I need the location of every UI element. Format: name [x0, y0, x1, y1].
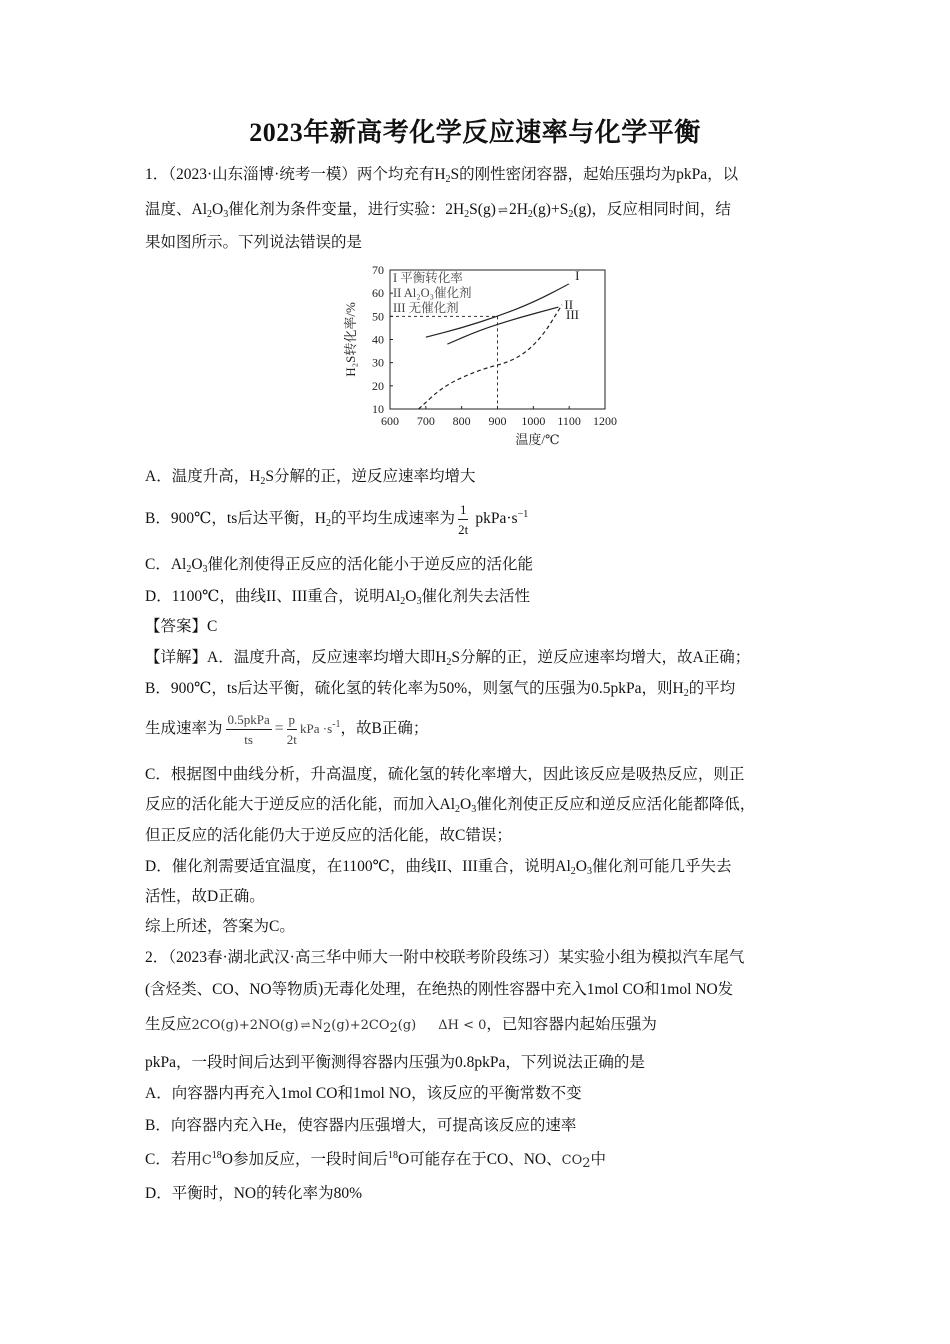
- q2-stem-text: 生反应: [145, 1016, 192, 1033]
- q2-stem-line1: 2．（2023春·湖北武汉·高三华中师大一附中校联考阶段练习）某实验小组为模拟汽车尾气: [145, 949, 745, 966]
- x-tick-label: 800: [452, 414, 471, 428]
- q1-stem-line3: 果如图所示。下列说法错误的是: [145, 234, 363, 251]
- explanation-text: S分解的正，逆反应速率均增大，故A正确；: [451, 649, 751, 666]
- legend-entry: I 平衡转化率: [393, 271, 463, 285]
- option-text: D．1100℃，曲线II、III重合，说明Al: [145, 588, 401, 605]
- q1-stem-text: 温度、Al: [145, 201, 208, 218]
- q1-explanation-line6: 但正反应的活化能仍大于逆反应的活化能，故C错误；: [145, 827, 512, 844]
- q1-explanation-line2: B．900℃，ts后达平衡，硫化氢的转化率为50%，则氢气的压强为0.5pkPa，则$H_2$的平均: [145, 680, 736, 699]
- option-text: C: [201, 1153, 212, 1168]
- q1-stem-line1: 1．（2023·山东淄博·统考一模）两个均充有$H_2S$的刚性密闭容器，起始压强均为pkPa，以: [145, 166, 739, 185]
- equilibrium-arrow-icon: ⇌: [495, 203, 509, 217]
- q1-explanation-line3: [145, 712, 428, 747]
- q2-option-d[interactable]: D．平衡时，NO的转化率为80%: [145, 1185, 362, 1202]
- y-tick-label: 30: [372, 355, 384, 370]
- chart-svg: [335, 258, 625, 458]
- option-text: 中: [590, 1151, 607, 1168]
- y-tick-label: 10: [372, 402, 384, 416]
- q2-equation: 2CO(g)+2NO(g): [191, 1018, 299, 1033]
- y-tick-label: 60: [372, 286, 384, 301]
- q1-stem-text: S(g): [469, 201, 496, 218]
- q2-stem-line4: pkPa，一段时间后达到平衡测得容器内压强为0.8pkPa，下列说法正确的是: [145, 1054, 645, 1071]
- q1-option-d[interactable]: D．1100℃，曲线II、III重合，说明$Al_2O_3$催化剂失去活性: [145, 588, 530, 607]
- explanation-text: 生成速率为: [145, 720, 223, 738]
- explanation-text: O: [575, 858, 587, 875]
- option-text: O可能存在于CO、NO、: [398, 1151, 562, 1168]
- q1-explanation-line8: 活性，故D正确。: [145, 888, 265, 905]
- q1-explanation-line7: D．催化剂需要适宜温度，在1100℃，曲线II、III重合，说明$Al_2O_3$催化剂可能几乎失去: [145, 858, 732, 877]
- x-axis-label: 温度/℃: [515, 432, 560, 447]
- option-text: A．温度升高，H: [145, 468, 261, 485]
- equals-sign: =: [274, 720, 284, 738]
- q2-option-b[interactable]: B．向容器内充入He，使容器内压强增大，可提高该反应的速率: [145, 1117, 577, 1134]
- y-tick-label: 50: [372, 309, 384, 324]
- legend-entry: II Al₂O₃催化剂: [393, 286, 472, 300]
- fraction: [287, 712, 298, 747]
- series-line-III: [419, 305, 562, 409]
- q2-option-a[interactable]: A．向容器内再充入1mol CO和1mol NO，该反应的平衡常数不变: [145, 1085, 582, 1102]
- q1-stem-text: 1．（2023·山东淄博·统考一模）两个均充有H: [145, 166, 446, 183]
- q1-explanation-line1: 【详解】A．温度升高，反应速率均增大即$H_2S$分解的正，逆反应速率均增大，故A正确；: [145, 649, 751, 668]
- fraction-numerator: 1: [458, 502, 469, 520]
- x-tick-label: 600: [381, 414, 399, 428]
- series-line-II: [447, 307, 558, 344]
- q2-stem-line3: 生反应2CO(g)+2NO(g) ⇌ $N_2(g)+2CO_2(g) \Delta H < 0$，已知容器内起始压强为: [145, 1016, 657, 1036]
- q1-stem-text: 催化剂为条件变量，进行实验：2H: [228, 201, 465, 218]
- series-label-III: III: [566, 306, 579, 322]
- option-text: C．若用: [145, 1151, 202, 1168]
- q2-stem-text: ，已知容器内起始压强为: [486, 1016, 657, 1033]
- fraction-denominator: 2t: [286, 732, 297, 747]
- explanation-text: O: [460, 796, 472, 813]
- q1-option-c[interactable]: C．$Al_2O_3$催化剂使得正反应的活化能小于逆反应的活化能: [145, 556, 534, 575]
- x-tick-label: 1100: [557, 414, 581, 428]
- q2-stem-line2: (含烃类、CO、NO等物质)无毒化处理，在绝热的刚性容器中充入1mol CO和1mol NO发: [145, 981, 734, 998]
- x-tick-label: 1000: [521, 414, 546, 428]
- q1-explanation-line4: C．根据图中曲线分析，升高温度，硫化氢的转化率增大，因此该反应是吸热反应，则正: [145, 766, 745, 783]
- explanation-text: 催化剂可能几乎失去: [591, 858, 732, 875]
- q2-equation: N: [311, 1018, 323, 1033]
- q2-equation: (g)+2CO: [331, 1018, 390, 1033]
- h2s-conversion-chart: [335, 258, 625, 458]
- equilibrium-arrow-icon: ⇌: [298, 1018, 312, 1032]
- explanation-text: 的平均: [688, 680, 736, 697]
- series-label-II: II: [564, 297, 574, 313]
- option-text: B．900℃，ts后达平衡，H: [145, 510, 326, 528]
- explanation-text: D．催化剂需要适宜温度，在1100℃，曲线II、III重合，说明Al: [145, 858, 571, 875]
- option-text: O参加反应，一段时间后: [221, 1151, 388, 1168]
- option-text: 催化剂失去活性: [421, 588, 530, 605]
- option-text: C．Al: [145, 556, 187, 573]
- option-text: S分解的正，逆反应速率均增大: [265, 468, 476, 485]
- explanation-text: ，故B正确；: [340, 720, 429, 738]
- q1-explanation-line5: 反应的活化能大于逆反应的活化能，而加入$Al_2O_3$催化剂使正反应和逆反应活化能都降低，: [145, 796, 756, 815]
- option-exponent: −1: [517, 509, 529, 521]
- option-text: O: [191, 556, 203, 573]
- option-unit: pkPa·s: [471, 510, 518, 528]
- q1-summary: 综上所述，答案为C。: [145, 918, 295, 935]
- explanation-text: 反应的活化能大于逆反应的活化能，而加入Al: [145, 796, 456, 813]
- option-text: CO: [561, 1153, 583, 1168]
- series-label-I: I: [575, 267, 580, 283]
- page-title: 2023年新高考化学反应速率与化学平衡: [249, 118, 701, 147]
- q1-answer: 【答案】C: [145, 618, 218, 635]
- y-tick-label: 20: [372, 378, 384, 393]
- q1-stem-text: S的刚性密闭容器，起始压强均为pkPa，以: [450, 166, 739, 183]
- explanation-text: B．900℃，ts后达平衡，硫化氢的转化率为50%，则氢气的压强为0.5pkPa，则H: [145, 680, 684, 697]
- fraction-denominator: ts: [244, 732, 253, 747]
- explanation-text: 催化剂使正反应和逆反应活化能都降低，: [476, 796, 756, 813]
- y-tick-label: 40: [372, 332, 384, 347]
- fraction-denominator: 2t: [458, 522, 469, 537]
- q1-stem-text: O: [212, 201, 224, 218]
- explanation-exponent: -1: [332, 719, 341, 731]
- option-text: O: [405, 588, 417, 605]
- option-text: 催化剂使得正反应的活化能小于逆反应的活化能: [207, 556, 534, 573]
- fraction-numerator: 0.5pkPa: [226, 712, 272, 730]
- q2-option-c[interactable]: C．若用$C^{18}O$参加反应，一段时间后$^{18}$O可能存在于CO、NO、$CO_2$中: [145, 1150, 607, 1171]
- x-tick-label: 900: [488, 414, 507, 428]
- y-axis-label: H₂S转化率/%: [343, 302, 358, 377]
- isotope-mass: 18: [388, 1150, 398, 1161]
- q2-equation: (g): [397, 1018, 417, 1033]
- q1-stem-line2: 温度、$Al_2O_3$催化剂为条件变量，进行实验：$2H_2S(g)$ ⇌ $2H_2(g)+S_2(g)$，反应相同时间，结: [145, 201, 731, 220]
- q1-option-b[interactable]: B．900℃，ts后达平衡，$H_2$的平均生成速率为 $\frac{1}{2t}$ $pkPa\cdot s^{-1}$: [145, 502, 529, 537]
- q1-stem-text: (g)，反应相同时间，结: [573, 201, 731, 218]
- fraction: [226, 712, 272, 747]
- x-tick-label: 700: [416, 414, 435, 428]
- option-text: 的平均生成速率为: [330, 510, 455, 528]
- chart-legend: [393, 270, 472, 315]
- y-tick-label: 70: [372, 263, 384, 277]
- delta-h: ΔH < 0: [438, 1018, 487, 1033]
- q1-stem-text: (g)+S: [532, 201, 569, 218]
- q1-option-a[interactable]: A．温度升高，$H_2S$分解的正，逆反应速率均增大: [145, 468, 476, 487]
- fraction-numerator: p: [287, 712, 298, 730]
- explanation-unit: kPa ·s: [300, 721, 333, 737]
- isotope-mass: 18: [211, 1150, 222, 1161]
- fraction: [458, 502, 469, 537]
- legend-entry: III 无催化剂: [393, 301, 459, 315]
- explanation-text: 【详解】A．温度升高，反应速率均增大即H: [145, 649, 447, 666]
- x-tick-label: 1200: [593, 414, 617, 428]
- q1-stem-text: 2H: [508, 201, 528, 218]
